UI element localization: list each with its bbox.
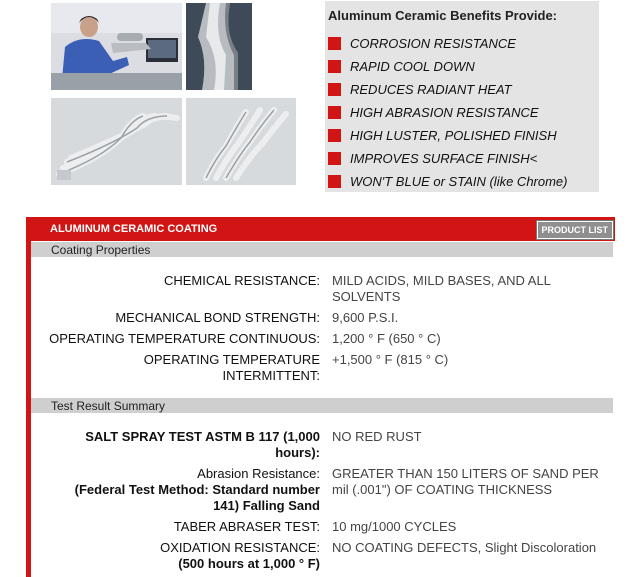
technician-photo [51,3,182,90]
red-bullet-icon [328,60,341,73]
header-photo-short-tube [186,98,296,185]
red-bullet-icon [328,83,341,96]
red-bullet-icon [328,152,341,165]
property-label: MECHANICAL BOND STRENGTH: [115,310,320,325]
header-photo-long-tube [51,98,182,185]
property-value: MILD ACIDS, MILD BASES, AND ALL SOLVENTS [332,273,551,304]
coating-properties-heading: Coating Properties [51,243,151,257]
benefit-item: HIGH ABRASION RESISTANCE [328,101,568,124]
section-title: ALUMINUM CERAMIC COATING [50,223,218,235]
property-label: CHEMICAL RESISTANCE: [163,273,320,288]
red-bullet-icon [328,37,341,50]
benefits-title: Aluminum Ceramic Benefits Provide: [328,8,557,23]
property-label: OPERATING TEMPERATURE CONTINUOUS: [49,331,320,346]
test-summary-bar [31,398,613,413]
test-value: NO COATING DEFECTS, Slight Discoloration [332,540,597,555]
test-label-detail: (500 hours at 1,000 ° F) [178,556,320,571]
benefit-item: RAPID COOL DOWN [328,55,568,78]
coating-section [26,217,615,577]
red-bullet-icon [328,175,341,188]
test-label-main: Abrasion Resistance: [197,466,320,481]
property-value: 9,600 P.S.I. [332,310,399,325]
test-label-detail: (Federal Test Method: Standard number 141) Falling Sand [74,482,320,513]
property-value: 1,200 ° F (650 ° C) [332,331,441,346]
benefit-item: WON'T BLUE or STAIN (like Chrome) [328,170,568,193]
benefits-list [328,32,568,193]
test-summary-heading: Test Result Summary [51,399,166,413]
test-label-main: OXIDATION RESISTANCE: [160,540,320,555]
benefit-item: CORROSION RESISTANCE [328,32,568,55]
property-value: +1,500 ° F (815 ° C) [332,352,449,367]
test-value: NO RED RUST [332,429,422,444]
section-header [31,217,615,241]
property-label: OPERATING TEMPERATURE INTERMITTENT: [143,352,320,383]
coated-pipe-photo [186,3,252,90]
red-bullet-icon [328,106,341,119]
red-bullet-icon [328,129,341,142]
test-label: SALT SPRAY TEST ASTM B 117 (1,000 hours): [85,429,320,460]
test-value: 10 mg/1000 CYCLES [332,519,457,534]
coating-properties-bar [31,242,613,257]
product-list-button[interactable]: PRODUCT LIST [537,221,614,239]
benefit-item: REDUCES RADIANT HEAT [328,78,568,101]
benefit-item: HIGH LUSTER, POLISHED FINISH [328,124,568,147]
test-value: GREATER THAN 150 LITERS OF SAND PER mil (.001") OF COATING THICKNESS [332,466,599,497]
benefit-item: IMPROVES SURFACE FINISH< [328,147,568,170]
test-label: TABER ABRASER TEST: [173,519,320,534]
benefits-panel [325,1,599,192]
